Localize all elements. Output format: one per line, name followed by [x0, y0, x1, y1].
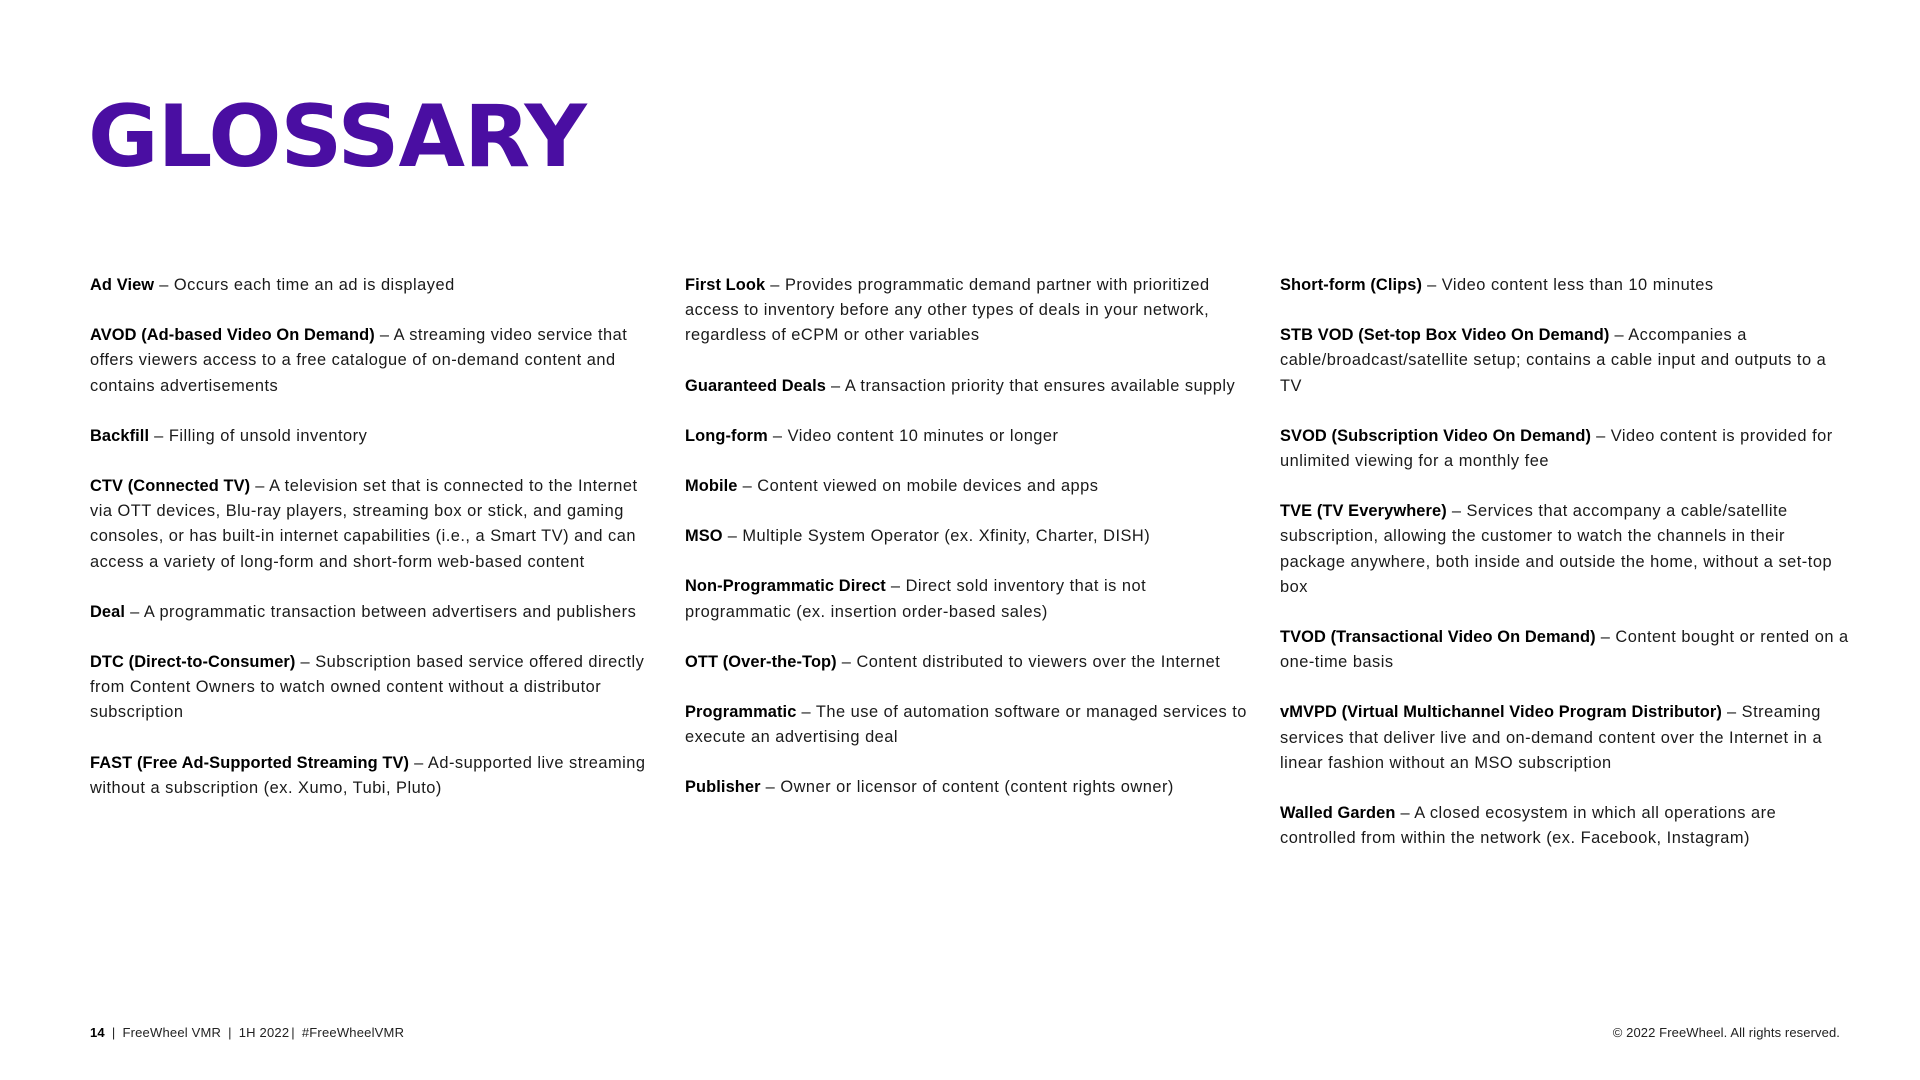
glossary-separator: – [1595, 628, 1616, 647]
glossary-term: OTT (Over-the-Top) [685, 652, 837, 671]
glossary-entry [685, 273, 1257, 349]
glossary-term: Publisher [685, 778, 761, 797]
glossary-definition: Video content 10 minutes or longer [787, 426, 1059, 445]
page-title: GLOSSARY [88, 87, 586, 187]
glossary-separator: – [1395, 804, 1415, 823]
glossary-definition: Accompanies a cable/broadcast/satellite setup; contains a cable input and outputs to a TV [1280, 326, 1827, 395]
glossary-definition: Provides programmatic demand partner with prioritized access to inventory before any other types of deals in your network, regardless of eCPM or other variables [685, 276, 1210, 345]
glossary-entry [1280, 700, 1852, 776]
glossary-term: Non-Programmatic Direct [685, 577, 886, 596]
glossary-column-1 [90, 273, 662, 826]
glossary-separator: – [767, 426, 788, 445]
glossary-definition: Video content less than 10 minutes [1441, 276, 1714, 294]
glossary-separator: – [1721, 703, 1742, 722]
glossary-definition: Content distributed to viewers over the Internet [856, 652, 1221, 671]
glossary-definition: Filling of unsold inventory [168, 426, 368, 445]
glossary-entry [90, 650, 662, 726]
glossary-entry [685, 524, 1257, 549]
glossary-column-2 [685, 273, 1257, 826]
footer-divider: | [291, 1025, 295, 1040]
glossary-separator: – [149, 426, 169, 445]
glossary-separator: – [154, 276, 174, 294]
footer-left [90, 1025, 404, 1040]
glossary-entry [90, 273, 662, 298]
glossary-definition: A streaming video service that offers viewers access to a free catalogue of on-demand content and contains advertisements [90, 326, 628, 395]
glossary-term: SVOD (Subscription Video On Demand) [1280, 426, 1592, 445]
glossary-entry [1280, 625, 1852, 675]
glossary-definition: A closed ecosystem in which all operations are controlled from within the network (ex. Facebook, Instagram) [1280, 804, 1777, 848]
glossary-separator: – [765, 276, 785, 294]
glossary-definition: Streaming services that deliver live and on-demand content over the Internet in a linear fashion without an MSO subscription [1280, 703, 1823, 772]
glossary-definition: A television set that is connected to the Internet via OTT devices, Blu-ray players, streaming box or stick, and gaming consoles, or has built-in internet capabilities (i.e., a Smart TV) and can access a variety of long-form and short-form web-based content [90, 477, 638, 571]
glossary-separator: – [760, 778, 781, 797]
glossary-separator: – [1446, 502, 1467, 521]
glossary-separator: – [409, 753, 428, 772]
glossary-entry [685, 650, 1257, 675]
glossary-term: Walled Garden [1280, 804, 1396, 823]
glossary-term: First Look [685, 276, 766, 294]
glossary-column-3 [1280, 273, 1852, 876]
glossary-entry [1280, 801, 1852, 851]
glossary-definition: Owner or licensor of content (content rights owner) [780, 778, 1174, 797]
glossary-term: CTV (Connected TV) [90, 477, 251, 496]
glossary-definition: Content viewed on mobile devices and apps [757, 477, 1099, 496]
page-number: 14 [90, 1025, 105, 1040]
glossary-separator: – [722, 527, 743, 546]
glossary-term: vMVPD (Virtual Multichannel Video Program Distributor) [1280, 703, 1722, 722]
glossary-entry [90, 751, 662, 801]
glossary-definition: Multiple System Operator (ex. Xfinity, Charter, DISH) [742, 527, 1151, 546]
glossary-separator: – [836, 652, 857, 671]
glossary-separator: – [825, 376, 845, 395]
glossary-definition: A programmatic transaction between advertisers and publishers [143, 602, 637, 621]
glossary-term: Short-form (Clips) [1280, 276, 1423, 294]
glossary-entry [1280, 424, 1852, 474]
glossary-definition: Occurs each time an ad is displayed [173, 276, 455, 294]
footer-hashtag: #FreeWheelVMR [301, 1025, 405, 1040]
glossary-entry [685, 374, 1257, 399]
glossary-term: TVOD (Transactional Video On Demand) [1280, 628, 1596, 647]
glossary-entry [90, 323, 662, 399]
glossary-entry [90, 474, 662, 575]
glossary-definition: A transaction priority that ensures available supply [844, 376, 1236, 395]
glossary-separator: – [1609, 326, 1629, 345]
glossary-entry [1280, 323, 1852, 399]
glossary-term: Programmatic [685, 703, 797, 722]
glossary-entry [1280, 499, 1852, 600]
glossary-definition: Direct sold inventory that is not programmatic (ex. insertion order-based sales) [685, 577, 1147, 621]
glossary-term: Ad View [90, 276, 155, 294]
glossary-separator: – [125, 602, 144, 621]
glossary-term: STB VOD (Set-top Box Video On Demand) [1280, 326, 1610, 345]
glossary-separator: – [737, 477, 758, 496]
glossary-separator: – [295, 653, 316, 672]
glossary-separator: – [885, 577, 906, 596]
glossary-separator: – [1422, 276, 1442, 294]
glossary-entry [685, 775, 1257, 800]
glossary-separator: – [796, 703, 816, 722]
glossary-definition: Content bought or rented on a one-time basis [1280, 628, 1849, 672]
footer-divider: | [228, 1025, 232, 1040]
glossary-definition: Services that accompany a cable/satellite subscription, allowing the customer to watch the channels in their package anywhere, both inside and outside the home, without a set-top box [1280, 502, 1833, 596]
glossary-definition: Subscription based service offered directly from Content Owners to watch owned content without a distributor subscription [90, 653, 645, 722]
footer-divider: | [111, 1025, 116, 1040]
glossary-definition: Video content is provided for unlimited viewing for a monthly fee [1280, 426, 1833, 471]
glossary-term: Backfill [90, 426, 150, 445]
glossary-separator: – [1591, 426, 1611, 445]
glossary-entry [685, 700, 1257, 750]
glossary-separator: – [374, 326, 394, 345]
glossary-definition: The use of automation software or managed services to execute an advertising deal [685, 703, 1247, 747]
glossary-entry [1280, 273, 1852, 298]
glossary-term: FAST (Free Ad-Supported Streaming TV) [90, 753, 410, 772]
glossary-term: MSO [685, 527, 723, 546]
glossary-entry [90, 600, 662, 625]
glossary-entry [685, 474, 1257, 499]
footer-copyright: © 2022 FreeWheel. All rights reserved. [1612, 1025, 1840, 1040]
glossary-term: AVOD (Ad-based Video On Demand) [90, 326, 375, 345]
glossary-entry [90, 424, 662, 449]
footer-report: FreeWheel VMR [122, 1025, 222, 1040]
glossary-separator: – [250, 477, 270, 496]
glossary-term: TVE (TV Everywhere) [1280, 502, 1447, 521]
glossary-definition: Ad-supported live streaming without a subscription (ex. Xumo, Tubi, Pluto) [90, 753, 646, 797]
glossary-term: DTC (Direct-to-Consumer) [90, 653, 296, 672]
footer-period: 1H 2022 [238, 1025, 290, 1040]
glossary-term: Mobile [685, 477, 738, 496]
glossary-term: Long-form [685, 426, 768, 445]
glossary-term: Guaranteed Deals [685, 376, 826, 395]
glossary-entry [685, 424, 1257, 449]
glossary-term: Deal [90, 602, 126, 621]
glossary-entry [685, 574, 1257, 624]
